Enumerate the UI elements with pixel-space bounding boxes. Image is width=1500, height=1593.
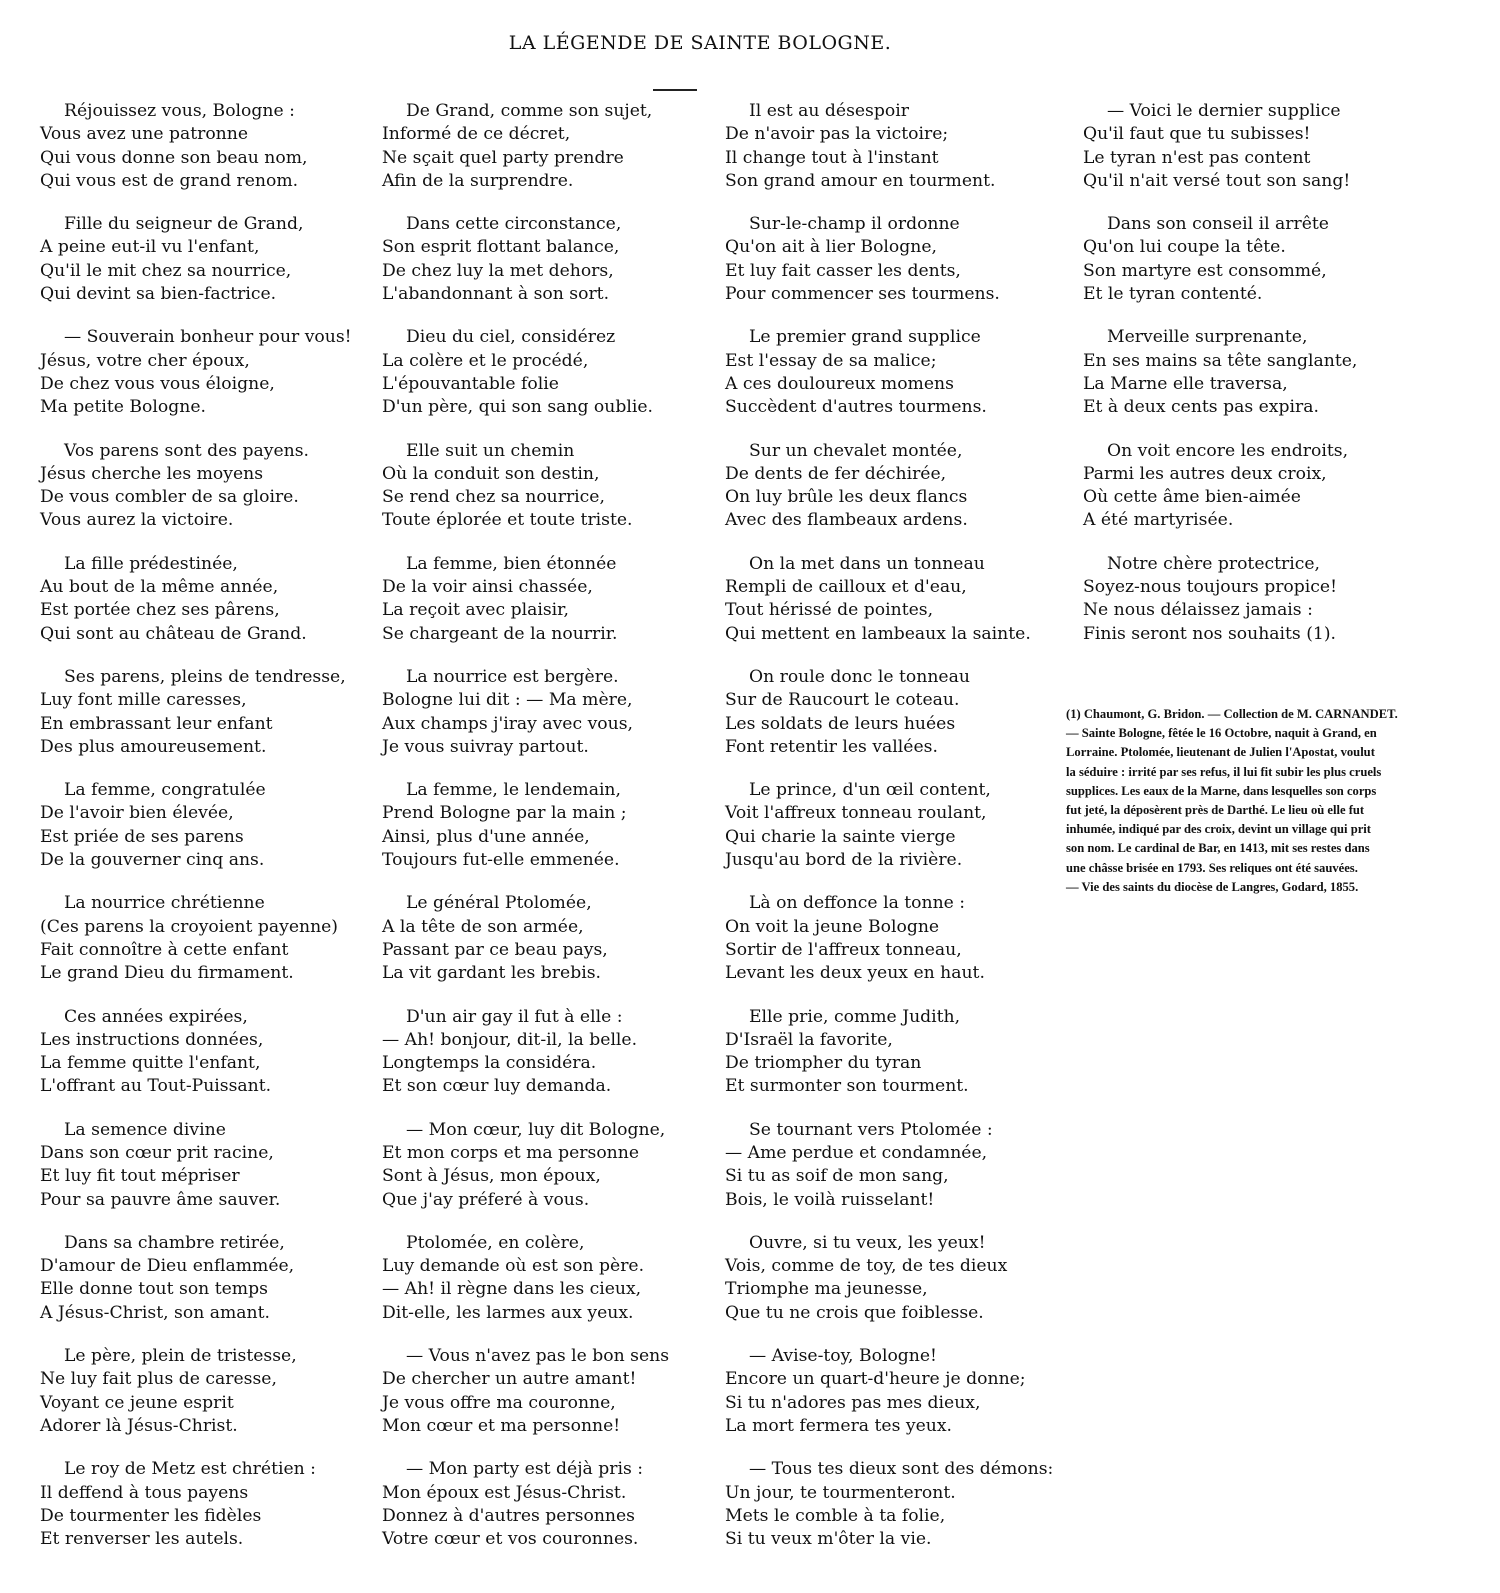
verse-line: D'amour de Dieu enflammée, — [40, 1256, 295, 1277]
verse-line: Levant les deux yeux en haut. — [725, 963, 985, 984]
stanza — [725, 1458, 1065, 1551]
verse-line: Bologne lui dit : — Ma mère, — [382, 690, 633, 711]
poem-column-4 — [1083, 100, 1483, 666]
verse-line: — Mon party est déjà pris : — [406, 1459, 644, 1480]
verse-line: Qui devint sa bien-factrice. — [40, 284, 277, 305]
verse-line: Adorer là Jésus-Christ. — [40, 1415, 238, 1436]
footnote-line: (1) Chaumont, G. Bridon. — Collection de M. CARNANDET. — [1066, 707, 1398, 721]
verse-line: La mort fermera tes yeux. — [725, 1415, 952, 1436]
verse-line: — Souverain bonheur pour vous! — [64, 327, 352, 348]
verse-line: Jésus cherche les moyens — [40, 463, 264, 484]
verse-line: De la gouverner cinq ans. — [40, 850, 265, 871]
stanza — [725, 553, 1065, 646]
stanza — [1083, 553, 1483, 646]
verse-line: Que tu ne crois que foiblesse. — [725, 1302, 984, 1323]
verse-line: Si tu veux m'ôter la vie. — [725, 1529, 932, 1550]
verse-line: Longtemps la considéra. — [382, 1053, 597, 1074]
stanza — [382, 1006, 712, 1099]
verse-line: Ptolomée, en colère, — [406, 1232, 585, 1253]
verse-line: La femme, le lendemain, — [406, 780, 621, 801]
footnote-line: — Vie des saints du diocèse de Langres, Godard, 1855. — [1066, 879, 1359, 894]
verse-line: Donnez à d'autres personnes — [382, 1505, 635, 1526]
verse-line: Réjouissez vous, Bologne : — [64, 101, 295, 121]
verse-line: Et son cœur luy demanda. — [382, 1076, 612, 1097]
verse-line: Là on deffonce la tonne : — [749, 893, 966, 914]
verse-line: Luy demande où est son père. — [382, 1256, 645, 1277]
verse-line: Vos parens sont des payens. — [64, 440, 310, 461]
stanza — [382, 440, 712, 533]
verse-line: Soyez-nous toujours propice! — [1083, 577, 1337, 598]
stanza — [725, 779, 1065, 872]
verse-line: Est l'essay de sa malice; — [725, 350, 937, 371]
stanza — [725, 100, 1065, 193]
stanza — [1083, 440, 1483, 533]
verse-line: Et surmonter son tourment. — [725, 1076, 969, 1097]
verse-line: Fille du seigneur de Grand, — [64, 214, 304, 235]
verse-line: Mon époux est Jésus-Christ. — [382, 1482, 627, 1503]
verse-line: Des plus amoureusement. — [40, 736, 267, 757]
verse-line: Tout hérissé de pointes, — [725, 600, 934, 621]
verse-line: La nourrice est bergère. — [406, 666, 619, 687]
stanza — [382, 213, 712, 306]
verse-line: Aux champs j'iray avec vous, — [382, 713, 633, 734]
stanza — [725, 1232, 1065, 1325]
footnote-line: une châsse brisée en 1793. Ses reliques ont été sauvées. — [1066, 860, 1358, 875]
verse-line: Pour commencer ses tourmens. — [725, 284, 1000, 305]
stanza — [40, 666, 370, 759]
verse-line: Le père, plein de tristesse, — [64, 1346, 297, 1367]
verse-line: Sont à Jésus, mon époux, — [382, 1166, 601, 1187]
stanza — [1083, 100, 1483, 193]
verse-line: — Tous tes dieux sont des démons: — [749, 1459, 1054, 1480]
footnote-line: supplices. Les eaux de la Marne, dans lesquelles son corps — [1066, 783, 1377, 798]
verse-line: Ainsi, plus d'une année, — [382, 826, 590, 847]
verse-line: Afin de la surprendre. — [382, 170, 574, 191]
stanza — [725, 213, 1065, 306]
verse-line: Jusqu'au bord de la rivière. — [725, 850, 963, 871]
stanza — [382, 1345, 712, 1438]
verse-line: Les soldats de leurs huées — [725, 713, 956, 734]
verse-line: Sortir de l'affreux tonneau, — [725, 939, 962, 960]
stanza — [725, 1345, 1065, 1438]
stanza — [40, 1345, 370, 1438]
verse-line: De n'avoir pas la victoire; — [725, 124, 949, 145]
stanza — [382, 553, 712, 646]
verse-line: Le grand Dieu du firmament. — [40, 963, 294, 984]
verse-line: Son grand amour en tourment. — [725, 170, 996, 191]
poem-column-1 — [40, 100, 370, 1571]
verse-line: Sur un chevalet montée, — [749, 440, 963, 461]
stanza — [382, 1232, 712, 1325]
stanza — [40, 1006, 370, 1099]
verse-line: Qui vous donne son beau nom, — [40, 147, 308, 168]
verse-line: Le tyran n'est pas content — [1083, 147, 1311, 168]
verse-line: Qui charie la sainte vierge — [725, 826, 956, 847]
verse-line: La nourrice chrétienne — [64, 893, 265, 914]
verse-line: Est portée chez ses pârens, — [40, 600, 280, 621]
verse-line: Se tournant vers Ptolomée : — [749, 1119, 993, 1140]
poem-column-2 — [382, 100, 712, 1571]
verse-line: Où la conduit son destin, — [382, 463, 600, 484]
stanza — [40, 553, 370, 646]
stanza — [1083, 326, 1483, 419]
verse-line: La femme, bien étonnée — [406, 553, 617, 574]
stanza — [382, 892, 712, 985]
verse-line: De vous combler de sa gloire. — [40, 487, 299, 508]
verse-line: D'Israël la favorite, — [725, 1029, 893, 1050]
verse-line: Il deffend à tous payens — [40, 1482, 249, 1503]
verse-line: Sur-le-champ il ordonne — [749, 214, 960, 235]
verse-line: Dans son cœur prit racine, — [40, 1142, 274, 1163]
verse-line: (Ces parens la croyoient payenne) — [40, 916, 339, 937]
verse-line: De chez vous vous éloigne, — [40, 373, 275, 394]
verse-line: Dans cette circonstance, — [406, 214, 622, 235]
verse-line: Encore un quart-d'heure je donne; — [725, 1369, 1026, 1390]
footnote — [1066, 705, 1471, 897]
verse-line: De chercher un autre amant! — [382, 1369, 637, 1390]
verse-line: Pour sa pauvre âme sauver. — [40, 1189, 281, 1210]
verse-line: — Avise-toy, Bologne! — [749, 1346, 937, 1367]
stanza — [40, 1232, 370, 1325]
verse-line: L'épouvantable folie — [382, 373, 559, 394]
verse-line: Fait connoître à cette enfant — [40, 939, 289, 960]
verse-line: A ces douloureux momens — [725, 373, 954, 394]
verse-line: Et à deux cents pas expira. — [1083, 397, 1319, 418]
verse-line: Ma petite Bologne. — [40, 397, 206, 418]
verse-line: Se chargeant de la nourrir. — [382, 623, 618, 644]
verse-line: Mon cœur et ma personne! — [382, 1415, 621, 1436]
verse-line: Elle suit un chemin — [406, 440, 575, 461]
stanza — [382, 326, 712, 419]
verse-line: D'un père, qui son sang oublie. — [382, 397, 653, 418]
verse-line: Succèdent d'autres tourmens. — [725, 397, 987, 418]
verse-line: Je vous suivray partout. — [382, 736, 589, 757]
verse-line: Ouvre, si tu veux, les yeux! — [749, 1232, 986, 1253]
verse-line: En ses mains sa tête sanglante, — [1083, 350, 1358, 371]
stanza — [40, 100, 370, 193]
verse-line: Parmi les autres deux croix, — [1083, 463, 1327, 484]
verse-line: Qui mettent en lambeaux la sainte. — [725, 623, 1031, 644]
stanza — [725, 1006, 1065, 1099]
stanza — [725, 666, 1065, 759]
poem-column-3 — [725, 100, 1065, 1571]
verse-line: Merveille surprenante, — [1107, 327, 1308, 348]
verse-line: Il est au désespoir — [749, 101, 909, 121]
verse-line: Font retentir les vallées. — [725, 736, 938, 757]
stanza — [382, 100, 712, 193]
verse-line: Dans sa chambre retirée, — [64, 1232, 285, 1253]
stanza — [40, 779, 370, 872]
verse-line: Voyant ce jeune esprit — [40, 1392, 234, 1413]
verse-line: — Ame perdue et condamnée, — [725, 1142, 988, 1163]
verse-line: Et luy fit tout mépriser — [40, 1166, 240, 1187]
verse-line: Qu'il le mit chez sa nourrice, — [40, 260, 292, 281]
stanza — [40, 213, 370, 306]
verse-line: Si tu n'adores pas mes dieux, — [725, 1392, 981, 1413]
footnote-line: son nom. Le cardinal de Bar, en 1413, mit ses restes dans — [1066, 841, 1370, 856]
verse-line: Où cette âme bien-aimée — [1083, 487, 1301, 508]
verse-line: Les instructions données, — [40, 1029, 264, 1050]
verse-line: Le premier grand supplice — [749, 327, 981, 348]
verse-line: — Ah! il règne dans les cieux, — [382, 1279, 642, 1300]
stanza — [725, 1119, 1065, 1212]
verse-line: On roule donc le tonneau — [749, 666, 970, 687]
verse-line: Ne luy fait plus de caresse, — [40, 1369, 277, 1390]
verse-line: Est priée de ses parens — [40, 826, 244, 847]
verse-line: Elle donne tout son temps — [40, 1279, 268, 1300]
verse-line: Se rend chez sa nourrice, — [382, 487, 605, 508]
verse-line: Luy font mille caresses, — [40, 690, 247, 711]
verse-line: De chez luy la met dehors, — [382, 260, 614, 281]
verse-line: La fille prédestinée, — [64, 553, 238, 574]
verse-line: Son esprit flottant balance, — [382, 237, 620, 258]
verse-line: D'un air gay il fut à elle : — [406, 1006, 623, 1027]
verse-line: Vois, comme de toy, de tes dieux — [725, 1256, 1008, 1277]
verse-line: Le général Ptolomée, — [406, 893, 592, 914]
stanza — [382, 1119, 712, 1212]
footnote-line: inhumée, indiqué par des croix, devint un village qui prit — [1066, 822, 1371, 837]
title-divider — [653, 89, 697, 91]
footnote-line: la séduire : irrité par ses refus, il lui fit subir les plus cruels — [1066, 764, 1382, 779]
verse-line: A été martyrisée. — [1083, 510, 1234, 531]
verse-line: Elle prie, comme Judith, — [749, 1006, 961, 1027]
verse-line: Et luy fait casser les dents, — [725, 260, 961, 281]
verse-line: Toute éplorée et toute triste. — [382, 510, 633, 531]
verse-line: Toujours fut-elle emmenée. — [382, 850, 620, 871]
verse-line: On la met dans un tonneau — [749, 553, 985, 574]
verse-line: La femme, congratulée — [64, 780, 266, 801]
stanza — [1083, 213, 1483, 306]
verse-line: Son martyre est consommé, — [1083, 260, 1327, 281]
verse-line: A peine eut-il vu l'enfant, — [40, 237, 260, 258]
verse-line: Notre chère protectrice, — [1107, 553, 1321, 574]
footnote-line: — Sainte Bologne, fêtée le 16 Octobre, naquit à Grand, en — [1066, 726, 1377, 741]
stanza — [40, 1119, 370, 1212]
stanza — [382, 1458, 712, 1551]
verse-line: A la tête de son armée, — [382, 916, 584, 937]
page-title: LA LÉGENDE DE SAINTE BOLOGNE. — [508, 32, 892, 54]
stanza — [725, 440, 1065, 533]
verse-line: Le roy de Metz est chrétien : — [64, 1459, 316, 1480]
verse-line: Jésus, votre cher époux, — [40, 350, 250, 371]
verse-line: Votre cœur et vos couronnes. — [382, 1529, 639, 1550]
verse-line: Dit-elle, les larmes aux yeux. — [382, 1302, 634, 1323]
verse-line: La colère et le procédé, — [382, 350, 589, 371]
verse-line: Dieu du ciel, considérez — [406, 327, 616, 348]
footnote-line: fut jeté, la déposèrent près de Darthé. Le lieu où elle fut — [1066, 803, 1365, 818]
verse-line: Qui vous est de grand renom. — [40, 170, 299, 191]
verse-line: Triomphe ma jeunesse, — [725, 1279, 928, 1300]
verse-line: Et renverser les autels. — [40, 1529, 244, 1550]
verse-line: Ses parens, pleins de tendresse, — [64, 666, 346, 687]
verse-line: De dents de fer déchirée, — [725, 463, 947, 484]
stanza — [725, 892, 1065, 985]
verse-line: Ne sçait quel party prendre — [382, 147, 624, 168]
verse-line: — Mon cœur, luy dit Bologne, — [406, 1119, 666, 1140]
verse-line: Passant par ce beau pays, — [382, 939, 608, 960]
verse-line: Que j'ay préferé à vous. — [382, 1189, 590, 1210]
verse-line: De la voir ainsi chassée, — [382, 577, 593, 598]
verse-line: De tourmenter les fidèles — [40, 1505, 262, 1526]
verse-line: Qui sont au château de Grand. — [40, 623, 307, 644]
stanza — [40, 440, 370, 533]
verse-line: La Marne elle traversa, — [1083, 373, 1288, 394]
verse-line: — Ah! bonjour, dit-il, la belle. — [382, 1029, 638, 1050]
verse-line: Et mon corps et ma personne — [382, 1142, 639, 1163]
verse-line: Vous avez une patronne — [40, 124, 248, 145]
verse-line: La femme quitte l'enfant, — [40, 1053, 261, 1074]
stanza — [40, 326, 370, 419]
verse-line: Il change tout à l'instant — [725, 147, 939, 168]
verse-line: De l'avoir bien élevée, — [40, 803, 234, 824]
verse-line: Prend Bologne par la main ; — [382, 803, 627, 824]
verse-line: On voit la jeune Bologne — [725, 916, 940, 937]
verse-line: Bois, le voilà ruisselant! — [725, 1189, 935, 1210]
verse-line: Informé de ce décret, — [382, 124, 571, 145]
verse-line: Ces années expirées, — [64, 1006, 248, 1027]
verse-line: De Grand, comme son sujet, — [406, 101, 653, 121]
verse-line: On voit encore les endroits, — [1107, 440, 1349, 461]
verse-line: En embrassant leur enfant — [40, 713, 273, 734]
verse-line: La reçoit avec plaisir, — [382, 600, 569, 621]
verse-line: Qu'on ait à lier Bologne, — [725, 237, 937, 258]
verse-line: Si tu as soif de mon sang, — [725, 1166, 949, 1187]
verse-line: Le prince, d'un œil content, — [749, 780, 991, 801]
verse-line: Au bout de la même année, — [40, 577, 279, 598]
verse-line: Ne nous délaissez jamais : — [1083, 600, 1313, 621]
verse-line: A Jésus-Christ, son amant. — [40, 1302, 270, 1323]
verse-line: Sur de Raucourt le coteau. — [725, 690, 960, 711]
verse-line: — Voici le dernier supplice — [1107, 101, 1341, 121]
verse-line: Vous aurez la victoire. — [40, 510, 234, 531]
verse-line: Qu'on lui coupe la tête. — [1083, 237, 1286, 258]
verse-line: Dans son conseil il arrête — [1107, 214, 1329, 235]
verse-line: L'abandonnant à son sort. — [382, 284, 610, 305]
verse-line: Qu'il n'ait versé tout son sang! — [1083, 170, 1351, 191]
verse-line: Voit l'affreux tonneau roulant, — [725, 803, 987, 824]
verse-line: — Vous n'avez pas le bon sens — [406, 1346, 670, 1367]
verse-line: Un jour, te tourmenteront. — [725, 1482, 956, 1503]
stanza — [725, 326, 1065, 419]
verse-line: L'offrant au Tout-Puissant. — [40, 1076, 272, 1097]
verse-line: Finis seront nos souhaits (1). — [1083, 623, 1337, 644]
verse-line: Qu'il faut que tu subisses! — [1083, 124, 1311, 145]
stanza — [40, 1458, 370, 1551]
verse-line: Avec des flambeaux ardens. — [725, 510, 968, 531]
footnote-line: Lorraine. Ptolomée, lieutenant de Julien l'Apostat, voulut — [1066, 745, 1375, 760]
verse-line: On luy brûle les deux flancs — [725, 487, 968, 508]
stanza — [382, 779, 712, 872]
verse-line: Rempli de cailloux et d'eau, — [725, 577, 967, 598]
verse-line: La vit gardant les brebis. — [382, 963, 601, 984]
stanza — [382, 666, 712, 759]
verse-line: La semence divine — [64, 1119, 226, 1140]
verse-line: Et le tyran contenté. — [1083, 284, 1263, 305]
verse-line: Je vous offre ma couronne, — [382, 1392, 616, 1413]
stanza — [40, 892, 370, 985]
verse-line: De triompher du tyran — [725, 1053, 922, 1074]
verse-line: Mets le comble à ta folie, — [725, 1505, 946, 1526]
